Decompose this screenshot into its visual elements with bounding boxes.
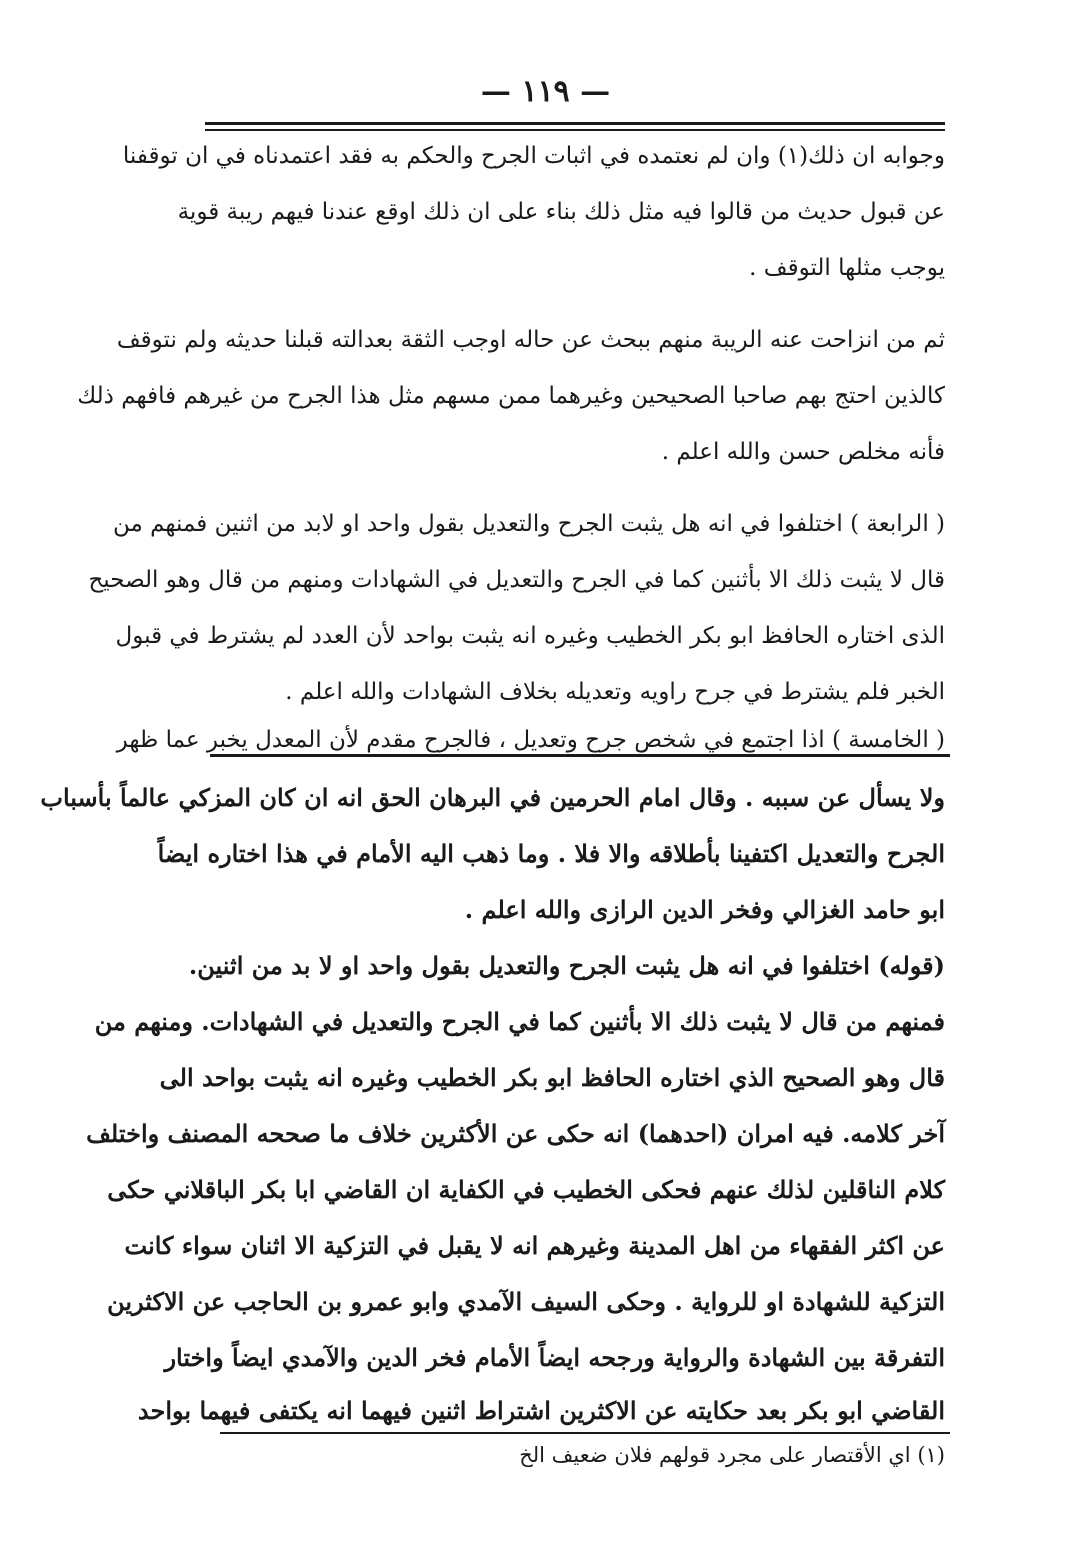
commentary-line: التزكية للشهادة او للرواية . وحكى السيف الآمدي وابو عمرو بن الحاجب عن الاكثرين	[107, 1287, 945, 1316]
text-line: كالذين احتج بهم صاحبا الصحيحين وغيرهما ممن مسهم مثل هذا الجرح من غيرهم فافهم ذلك	[77, 383, 945, 409]
commentary-line: (قوله) اختلفوا في انه هل يثبت الجرح والتعديل بقول واحد او لا بد من اثنين.	[188, 951, 945, 980]
commentary-line: آخر كلامه. فيه امران (احدهما) انه حكى عن الأكثرين خلاف ما صححه المصنف واختلف	[86, 1119, 945, 1148]
commentary-line: ابو حامد الغزالي وفخر الدين الرازى والله اعلم .	[464, 895, 945, 924]
commentary-line: التفرقة بين الشهادة والرواية ورجحه ايضاً الأمام فخر الدين والآمدي ايضاً واختار	[164, 1343, 945, 1372]
commentary-line: الجرح والتعديل اكتفينا بأطلاقه والا فلا . وما ذهب اليه الأمام في هذا اختاره ايضاً	[157, 839, 945, 868]
commentary-line: ولا يسأل عن سببه . وقال امام الحرمين في البرهان الحق انه ان كان المزكي عالماً بأسباب	[40, 783, 945, 812]
commentary-line: القاضي ابو بكر بعد حكايته عن الاكثرين اشتراط اثنين فيهما انه يكتفى فيهما بواحد	[137, 1396, 945, 1425]
footnote	[205, 1438, 945, 1472]
text-line: ثم من انزاحت عنه الريبة منهم ببحث عن حاله اوجب الثقة بعدالته قبلنا حديثه ولم نتوقف	[116, 327, 945, 353]
header-rule-upper	[205, 122, 945, 125]
text-line: الذى اختاره الحافظ ابو بكر الخطيب وغيره انه يثبت بواحد لأن العدد لم يشترط في قبول	[115, 623, 945, 649]
page-number: — ١١٩ —	[480, 74, 611, 109]
text-line: ( الخامسة ) اذا اجتمع في شخص جرح وتعديل ، فالجرح مقدم لأن المعدل يخبر عما ظهر	[116, 727, 945, 753]
text-line: قال لا يثبت ذلك الا بأثنين كما في الجرح والتعديل في الشهادات ومنهم من قال وهو الصحيح	[88, 567, 945, 593]
commentary-line: فمنهم من قال لا يثبت ذلك الا بأثنين كما في الجرح والتعديل في الشهادات. ومنهم من	[94, 1007, 945, 1036]
footnote-rule	[220, 1432, 950, 1434]
commentary-rule	[210, 754, 950, 757]
text-line: يوجب مثلها التوقف .	[749, 255, 945, 281]
commentary-line: كلام الناقلين لذلك عنهم فحكى الخطيب في الكفاية ان القاضي ابا بكر الباقلاني حكى	[107, 1175, 945, 1204]
text-line: وجوابه ان ذلك(١) وان لم نعتمده في اثبات الجرح والحكم به فقد اعتمدناه في ان توقفنا	[122, 143, 945, 169]
text-line: عن قبول حديث من قالوا فيه مثل ذلك بناء على ان ذلك اوقع عندنا فيهم ريبة قوية	[177, 199, 945, 225]
commentary-line: عن اكثر الفقهاء من اهل المدينة وغيرهم انه لا يقبل في التزكية الا اثنان سواء كانت	[124, 1231, 945, 1260]
main-text	[77, 128, 945, 760]
commentary	[40, 770, 945, 1436]
footnote-text: (١) اي الأقتصار على مجرد قولهم فلان ضعيف الخ	[519, 1443, 945, 1467]
text-line: ( الرابعة ) اختلفوا في انه هل يثبت الجرح والتعديل بقول واحد او لابد من اثنين فمنهم من	[112, 511, 945, 537]
text-line: فأنه مخلص حسن والله اعلم .	[661, 439, 945, 465]
text-line: الخبر فلم يشترط في جرح راويه وتعديله بخلاف الشهادات والله اعلم .	[285, 679, 945, 705]
commentary-line: قال وهو الصحيح الذي اختاره الحافظ ابو بكر الخطيب وغيره انه يثبت بواحد الى	[159, 1063, 945, 1092]
